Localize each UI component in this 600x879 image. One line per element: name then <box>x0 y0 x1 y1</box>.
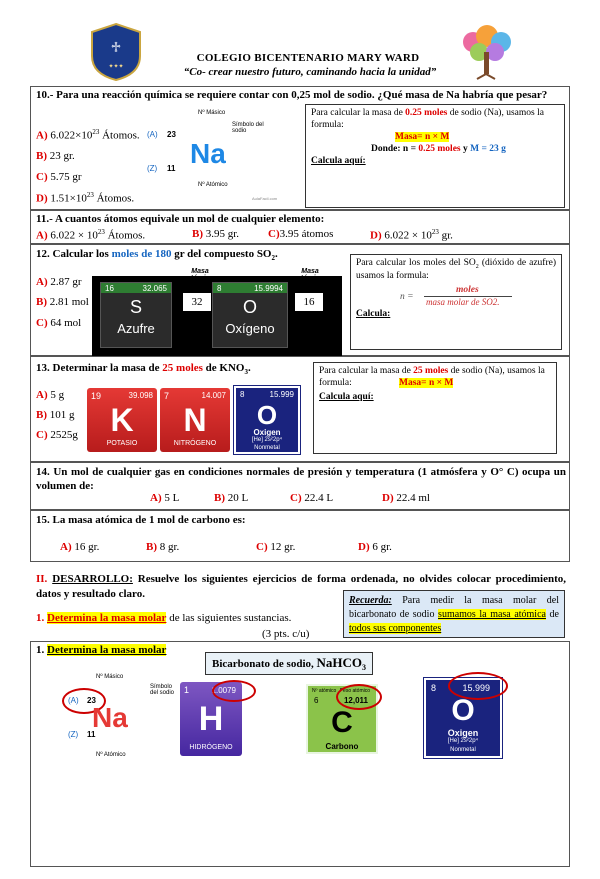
q12-sulfur-tile: 16 32.065 S Azufre <box>100 282 172 348</box>
q13-formula: Masa= n × M <box>399 377 454 388</box>
compound-label: Bicarbonato de sodio, NaHCO$_3$ <box>205 652 373 675</box>
section-2-item-1: 1. Determina la masa molar de las siguientes sustancias. <box>36 612 292 624</box>
q10-option-d[interactable]: D) $1.51\times 10^{23}$ Átomos. <box>36 191 135 205</box>
svg-text:✦✦✦: ✦✦✦ <box>108 63 124 70</box>
q14-option-a[interactable]: A) 5 L <box>150 492 180 504</box>
q13-oxygen-tile: 8 15.999 O Oxigen [He] 2s²2p⁴ Nonmetal <box>234 386 300 454</box>
q12-atomic-mass-label-2: Masa atómica <box>296 268 324 282</box>
q13-option-c[interactable]: C) 2525g <box>36 429 78 441</box>
q12-calc-area[interactable]: Calcula: <box>356 309 391 320</box>
school-title: COLEGIO BICENTENARIO MARY WARD <box>196 52 420 64</box>
ex1-carbon-mass-highlight <box>336 684 382 710</box>
q14-option-d[interactable]: D) 22.4 ml <box>382 492 430 504</box>
q12-text: 12. Calcular los moles de 180 gr del compuesto $SO_2$. <box>36 248 278 263</box>
ex1-hydrogen-mass-highlight <box>212 680 256 702</box>
q10-option-c[interactable]: C) 5.75 gr <box>36 171 82 183</box>
section-2-instructions: II. DESARROLLO: Resuelve los siguientes ejercicios de forma ordenada, no olvides colocar procedimiento, datos y resultado claro. <box>36 573 567 601</box>
q12-sulfur-value[interactable]: 32 <box>182 292 212 312</box>
svg-text:♱: ♱ <box>110 40 122 56</box>
school-motto: “Co- crear nuestro futuro, caminando hacia la unidad” <box>183 66 437 78</box>
section-2-points: (3 pts. c/u) <box>262 628 310 640</box>
q10-option-b[interactable]: B) 23 gr. <box>36 150 75 162</box>
q10-calc-area[interactable]: Calcula aquí: <box>311 155 366 166</box>
q12-oxygen-tile: 8 15.9994 O Oxígeno <box>212 282 288 348</box>
ex1-carbon-tile: Nº atómico Peso atómico 6 12,011 C Carbono <box>306 684 378 754</box>
ex1-oxygen-tile: 8 15.999 O Oxigen [He] 2s²2p⁴ Nonmetal <box>424 678 502 758</box>
q12-atomic-mass-label-1: Masa atómica <box>186 268 214 282</box>
q11-option-a[interactable]: A) $6.022 \times 10^{23}$ Átomos. <box>36 228 146 242</box>
q15-option-b[interactable]: B) 8 gr. <box>146 541 180 553</box>
q12-oxygen-value[interactable]: 16 <box>294 292 324 312</box>
q14-option-c[interactable]: C) 22.4 L <box>290 492 334 504</box>
q12-option-c[interactable]: C) 64 mol <box>36 317 82 329</box>
q11-text: 11.- A cuantos átomos equivale un mol de cualquier elemento: <box>36 213 325 225</box>
ex1-na-symbol: Na <box>92 702 128 733</box>
q13-formula-box: Para calcular la masa de 25 moles de sodio (Na), usamos la formula: Masa= n × M Calcula aquí: <box>313 362 557 454</box>
q15-option-d[interactable]: D) 6 gr. <box>358 541 392 553</box>
q14-option-b[interactable]: B) 20 L <box>214 492 249 504</box>
q13-nitrogen-tile: 7 14.007 N NITRÓGENO <box>160 388 230 452</box>
q14-text: 14. Un mol de cualquier gas en condiciones normales de presión y temperatura (1 atmósfera y O° C) ocupa un volumen de: <box>36 466 566 493</box>
q13-option-b[interactable]: B) 101 g <box>36 409 75 421</box>
ex1-sodium-diagram: Nº Másico (A) 23 Símbolo del sodio Na (Z) 11 Nº Atómico <box>40 670 180 766</box>
exercise-1-title: 1. Determina la masa molar <box>36 644 167 656</box>
q10-text: 10.- Para una reacción química se requiere contar con 0,25 mol de sodio. ¿Qué masa de Na habría que pesar? <box>36 89 548 101</box>
q12-option-a[interactable]: A) 2.87 gr <box>36 276 82 288</box>
ex1-hydrogen-tile: 1 1.0079 H HIDRÓGENO <box>180 682 242 756</box>
q15-text: 15. La masa atómica de 1 mol de carbono es: <box>36 514 246 526</box>
q10-option-a[interactable]: A) $6.022\times 10^{23}$ Átomos. <box>36 128 140 142</box>
q13-potassium-tile: 19 39.098 K POTASIO <box>87 388 157 452</box>
q10-formula: Masa= n × M <box>395 131 450 142</box>
q13-calc-area[interactable]: Calcula aquí: <box>319 391 374 402</box>
q15-option-c[interactable]: C) 12 gr. <box>256 541 296 553</box>
tree-logo <box>455 24 517 80</box>
reminder-note: Recuerda: Para medir la masa molar del bicarbonato de sodio sumamos la masa atómica de todos sus componentes <box>343 590 565 638</box>
q12-formula-box: Para calcular los moles del $SO_2$ (dióxido de azufre) usamos la formula: n = moles masa molar de SO2. Calcula: <box>350 254 562 350</box>
q15-option-a[interactable]: A) 16 gr. <box>60 541 100 553</box>
q10-formula-box: Para calcular la masa de 0.25 moles de sodio (Na), usamos la formula: Masa= n × M Donde: n = 0.25 moles y M = 23 g Calcula aquí: <box>305 104 565 208</box>
ex1-oxygen-mass-highlight <box>448 672 508 700</box>
q11-option-b[interactable]: B) 3.95 gr. <box>192 228 240 240</box>
school-logo <box>88 22 144 82</box>
q13-text: 13. Determinar la masa de 25 moles de $KNO_3$. <box>36 362 251 377</box>
q10-sodium-diagram: Nº Másico (A) 23 Símbolo del sodio Na (Z) 11 Nº Atómico AulaFacil.com <box>147 110 278 201</box>
q11-option-d[interactable]: D) $6.022 \times 10^{23}$ gr. <box>370 228 453 242</box>
q12-option-b[interactable]: B) 2.81 mol <box>36 296 89 308</box>
q13-option-a[interactable]: A) 5 g <box>36 389 65 401</box>
q11-option-c[interactable]: C)3.95 átomos <box>268 228 334 240</box>
q10-na-symbol: Na <box>190 138 226 169</box>
